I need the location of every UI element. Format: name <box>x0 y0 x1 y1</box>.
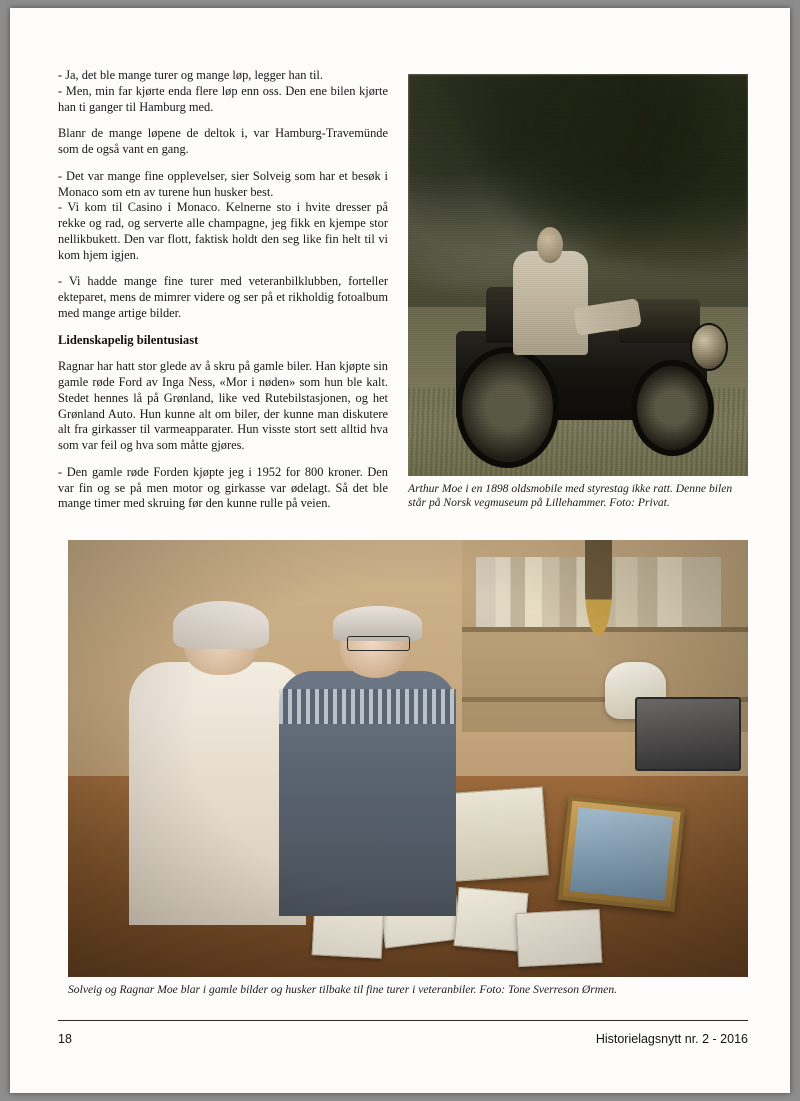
paragraph: - Vi hadde mange fine turer med veteranbilklubben, forteller ekteparet, mens de mimrer videre og ser på et rikholdig fotoalbum med mange artige bilder. <box>58 274 388 320</box>
article-left-column <box>58 68 388 523</box>
document-page <box>10 8 790 1093</box>
page-content <box>58 68 748 1048</box>
paragraph: - Det var mange fine opplevelser, sier Solveig som har et besøk i Monaco som etn av turene hun husker best. <box>58 168 388 199</box>
page-number: 18 <box>58 1032 72 1046</box>
figure-oldsmobile <box>408 74 748 511</box>
figure-caption: Solveig og Ragnar Moe blar i gamle bilder og husker tilbake til fine turer i veteranbiler. Foto: Tone Sverreson Ørmen. <box>68 983 618 996</box>
couple-photo-album <box>68 540 748 977</box>
photo-vignette <box>68 540 748 977</box>
photo-grain <box>408 74 748 476</box>
paragraph: Blanr de mange løpene de deltok i, var Hamburg-Travemünde som de også vant en gang. <box>58 126 388 156</box>
figure-couple <box>68 540 748 997</box>
paragraph: Ragnar har hatt stor glede av å skru på gamle biler. Han kjøpte sin gamle røde Ford av Inga Ness, «Mor i nøden» som hun ble kalt. Stedet hennes lå på Grønland, like ved Rutebilstasjonen, og het Grønland Auto. Hun kunne alt om biler, der kunne man diskutere alt fra girkasser til varmeapparater. Hun visste stort sett alltid hva som var feil og hva som måtte gjøres. <box>58 359 388 453</box>
paragraph: - Ja, det ble mange turer og mange løp, legger han til. <box>58 68 323 82</box>
figure-caption: Arthur Moe i en 1898 oldsmobile med styrestag ikke ratt. Denne bilen står på Norsk vegmuseum på Lillehammer. Foto: Privat. <box>408 482 733 510</box>
footer-divider <box>58 1020 748 1021</box>
top-section <box>58 68 748 518</box>
oldsmobile-photo <box>408 74 748 476</box>
paragraph: - Men, min far kjørte enda flere løp enn oss. Den ene bilen kjørte han ti ganger til Hamburg med. <box>58 83 388 114</box>
paragraph: - Vi kom til Casino i Monaco. Kelnerne sto i hvite dresser på rekke og rad, og serverte alle champagne, jeg fikk en kjempe stor nellikbukett. Den var flott, faktisk holdt den seg like fin helt til vi kom hjem igjen. <box>58 200 388 262</box>
section-subheading: Lidenskapelig bilentusiast <box>58 332 199 347</box>
publication-info: Historielagsnytt nr. 2 - 2016 <box>595 1032 748 1046</box>
paragraph: - Den gamle røde Forden kjøpte jeg i 1952 for 800 kroner. Den var fin og se på men motor og girkasse var ødelagt. Så det ble mange timer med skruing før den kunne rulle på veien. <box>58 464 388 511</box>
page-footer <box>58 1032 748 1046</box>
